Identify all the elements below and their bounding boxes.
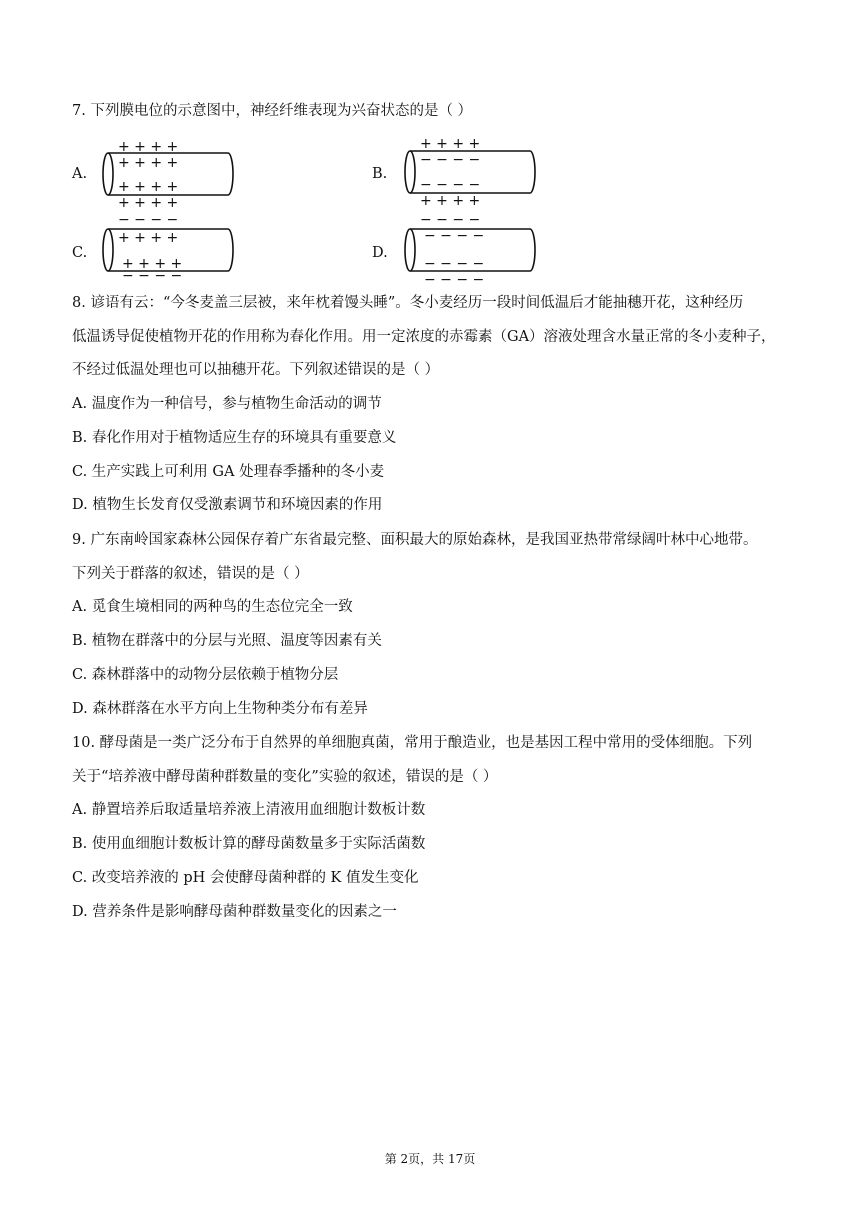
inside-bottom-signs: + + + + bbox=[118, 179, 179, 195]
q7-stem: 7. 下列膜电位的示意图中，神经纤维表现为兴奋状态的是（ ） bbox=[72, 103, 473, 119]
q9-stem-line-1: 9. 广东南岭国家森林公园保存着广东省最完整、面积最大的原始森林，是我国亚热带常绿阔叶林中心地带。 bbox=[72, 532, 758, 548]
q9-stem-line-2: 下列关于群落的叙述，错误的是（ ） bbox=[72, 566, 309, 582]
inside-bottom-signs: + + + + bbox=[122, 256, 183, 272]
q8-option-a: A. 温度作为一种信号，参与植物生命活动的调节 bbox=[72, 396, 382, 412]
inside-top-signs: + + + + bbox=[118, 155, 179, 171]
q8-stem-line-1: 8. 谚语有云：“今冬麦盖三层被，来年枕着馒头睡”。冬小麦经历一段时间低温后才能抽穗开花，这种经历 bbox=[72, 295, 744, 311]
outside-top-signs: + + + + bbox=[420, 136, 481, 152]
inside-top-signs: − − − − bbox=[420, 152, 481, 168]
outside-bottom-signs: − − − − bbox=[424, 272, 485, 288]
inside-top-signs: − − − − bbox=[424, 228, 485, 244]
below-signs: − − − − bbox=[118, 212, 179, 228]
q9-option-c: C. 森林群落中的动物分层依赖于植物分层 bbox=[72, 667, 339, 683]
q8-stem-line-3: 不经过低温处理也可以抽穗开花。下列叙述错误的是（ ） bbox=[72, 362, 440, 378]
q7-option-c-diagram bbox=[100, 224, 240, 284]
q9-option-d: D. 森林群落在水平方向上生物种类分布有差异 bbox=[72, 701, 368, 717]
q8-option-d: D. 植物生长发育仅受激素调节和环境因素的作用 bbox=[72, 497, 383, 513]
outside-bottom-signs: + + + + bbox=[118, 195, 179, 211]
q8-option-c: C. 生产实践上可利用 GA 处理春季播种的冬小麦 bbox=[72, 464, 385, 480]
q7-option-d-diagram bbox=[402, 224, 542, 286]
q10-option-b: B. 使用血细胞计数板计算的酵母菌数量多于实际活菌数 bbox=[72, 836, 426, 852]
page-footer: 第 2页，共 17页 bbox=[384, 1152, 476, 1166]
q7-option-d-letter: D. bbox=[372, 245, 388, 261]
q9-option-a: A. 觅食生境相同的两种鸟的生态位完全一致 bbox=[72, 599, 353, 615]
q10-option-d: D. 营养条件是影响酵母菌种群数量变化的因素之一 bbox=[72, 904, 397, 920]
q7-option-a-diagram bbox=[100, 134, 240, 226]
q7-option-a-letter: A. bbox=[72, 166, 88, 182]
outside-bottom-signs: + + + + bbox=[420, 193, 481, 209]
inside-bottom-signs: − − − − bbox=[420, 177, 481, 193]
below-signs: − − − − bbox=[420, 212, 481, 228]
q10-stem-line-2: 关于“培养液中酵母菌种群数量的变化”实验的叙述，错误的是（ ） bbox=[72, 769, 498, 785]
q10-stem-line-1: 10. 酵母菌是一类广泛分布于自然界的单细胞真菌，常用于酿造业，也是基因工程中常用的受体细胞。下列 bbox=[72, 735, 753, 751]
q8-option-b: B. 春化作用对于植物适应生存的环境具有重要意义 bbox=[72, 430, 397, 446]
outside-bottom-signs: − − − − bbox=[122, 268, 183, 284]
q10-option-a: A. 静置培养后取适量培养液上清液用血细胞计数板计数 bbox=[72, 802, 426, 818]
q9-option-b: B. 植物在群落中的分层与光照、温度等因素有关 bbox=[72, 633, 382, 649]
q7-option-c-letter: C. bbox=[72, 245, 88, 261]
q10-option-c: C. 改变培养液的 pH 会使酵母菌种群的 K 值发生变化 bbox=[72, 870, 419, 886]
q8-stem-line-2: 低温诱导促使植物开花的作用称为春化作用。用一定浓度的赤霉素（GA）溶液处理含水量正常的冬小麦种子， bbox=[72, 329, 776, 345]
q7-option-b-letter: B. bbox=[372, 166, 388, 182]
outside-top-signs: + + + + bbox=[118, 139, 179, 155]
inside-top-signs: + + + + bbox=[118, 230, 179, 246]
q7-option-b-diagram bbox=[402, 134, 542, 226]
inside-bottom-signs: − − − − bbox=[424, 256, 485, 272]
